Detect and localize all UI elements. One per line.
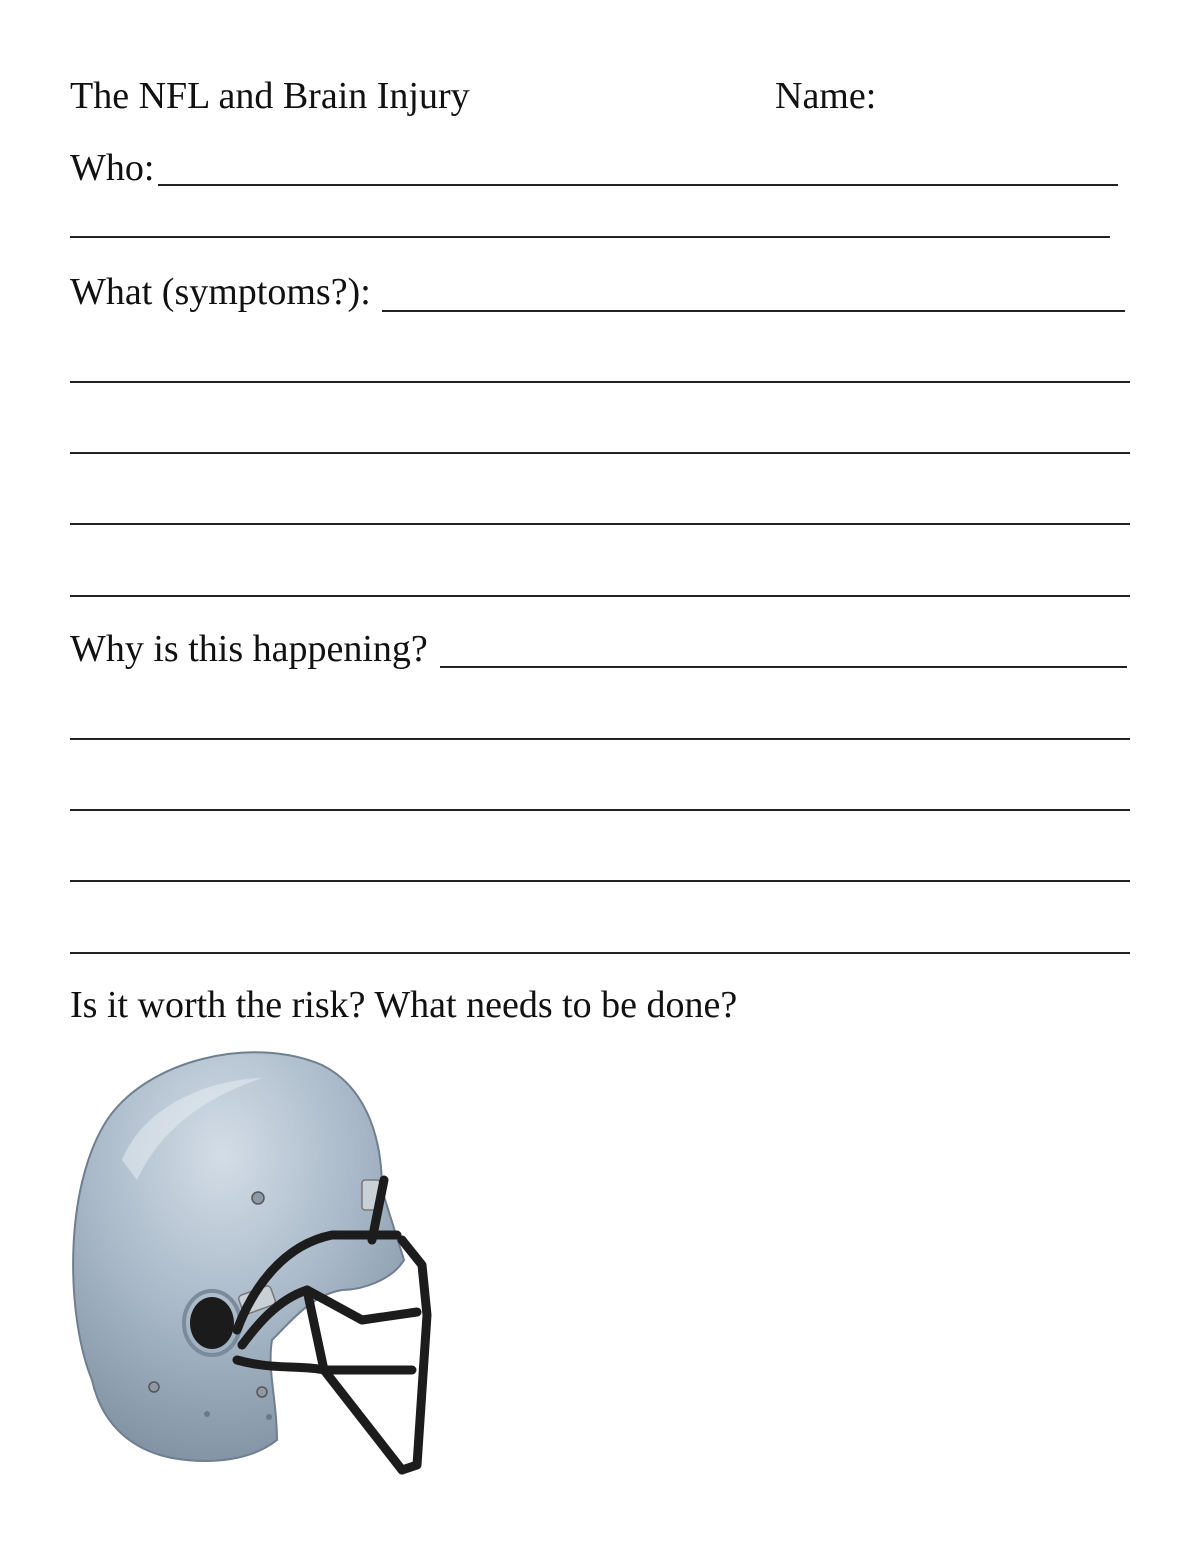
helmet-rivet [149,1382,159,1392]
what-answer-line-4[interactable] [70,523,1130,525]
page-title: The NFL and Brain Injury [70,75,470,117]
what-answer-line-2[interactable] [70,381,1130,383]
why-answer-line-3[interactable] [70,809,1130,811]
why-answer-line-4[interactable] [70,880,1130,882]
what-answer-line-3[interactable] [70,452,1130,454]
worth-label: Is it worth the risk? What needs to be done? [70,984,738,1026]
helmet-ear-hole [190,1297,234,1349]
football-helmet-icon [62,1040,452,1490]
what-answer-line-5[interactable] [70,595,1130,597]
helmet-rivet [204,1411,210,1417]
why-answer-line-5[interactable] [70,952,1130,954]
helmet-rivet [266,1414,272,1420]
why-answer-line[interactable] [440,666,1127,668]
name-label: Name: [775,75,877,117]
who-answer-line[interactable] [158,184,1118,186]
why-label: Why is this happening? [70,628,428,670]
helmet-rivet [252,1192,264,1204]
helmet-shell [73,1052,404,1461]
who-label: Who: [70,147,155,189]
helmet-rivet [257,1387,267,1397]
what-answer-line[interactable] [382,310,1125,312]
who-answer-line-2[interactable] [70,236,1110,238]
why-answer-line-2[interactable] [70,738,1130,740]
what-label: What (symptoms?): [70,271,371,313]
